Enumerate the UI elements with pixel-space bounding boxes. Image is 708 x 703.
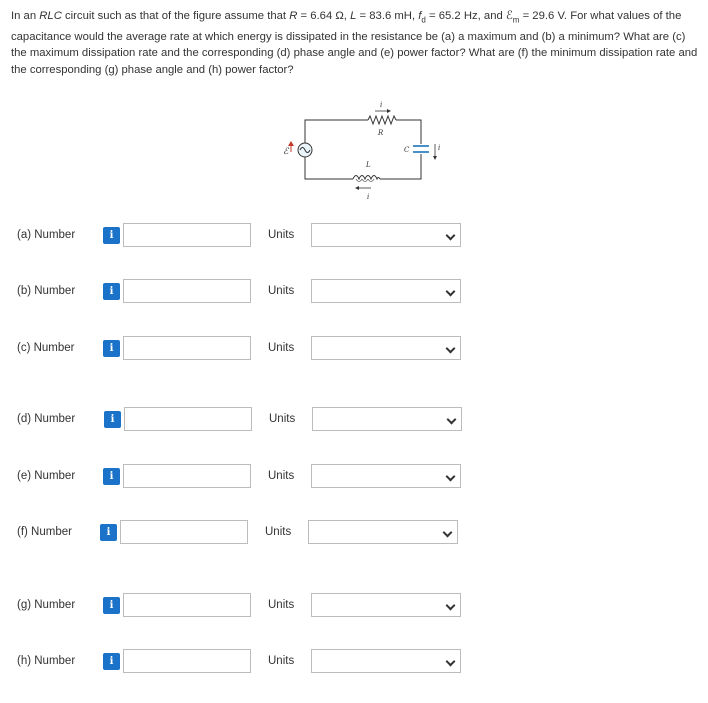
current-label-bottom: i <box>367 193 370 200</box>
chevron-down-icon <box>447 415 457 425</box>
number-input[interactable] <box>120 520 248 544</box>
units-label: Units <box>268 229 295 241</box>
answer-row <box>0 407 708 435</box>
units-label: Units <box>268 285 295 297</box>
units-label: Units <box>268 599 295 611</box>
info-icon[interactable]: i <box>103 653 120 670</box>
part-label: (a) Number <box>17 229 76 241</box>
resistor-symbol <box>368 116 396 124</box>
info-icon[interactable]: i <box>103 468 120 485</box>
answer-row <box>0 520 708 548</box>
answer-row <box>0 336 708 364</box>
part-label: (f) Number <box>17 526 72 538</box>
units-dropdown[interactable] <box>311 593 461 617</box>
part-label: (e) Number <box>17 470 76 482</box>
part-label: (c) Number <box>17 342 75 354</box>
units-dropdown[interactable] <box>311 223 461 247</box>
part-label: (g) Number <box>17 599 76 611</box>
units-dropdown[interactable] <box>312 407 462 431</box>
inductor-label: L <box>366 161 371 169</box>
rlc-circuit-figure <box>283 100 443 200</box>
units-dropdown[interactable] <box>311 464 461 488</box>
question-text: In an RLC circuit such as that of the figure assume that R = 6.64 Ω, L = 83.6 mH, $f_d = 65.2$ Hz, and ℰ$_m$ = 29.6 V. For what values of the capacitance would the average rate at which energy is dissipated in the resistance be (a) a maximum and (b) a minimum? What are (c) the maximum dissipation rate and the corresponding (d) phase angle and (e) power factor? What are (f) the minimum dissipation rate and the corresponding (g) phase angle and (h) power factor? <box>11 10 698 76</box>
chevron-down-icon <box>446 601 456 611</box>
chevron-down-icon <box>446 657 456 667</box>
number-input[interactable] <box>123 593 251 617</box>
current-label-right: i <box>438 144 441 152</box>
part-label: (b) Number <box>17 285 76 297</box>
answer-row <box>0 464 708 492</box>
answer-row <box>0 279 708 307</box>
units-dropdown[interactable] <box>311 336 461 360</box>
resistor-label: R <box>378 129 384 137</box>
capacitor-label: C <box>404 146 410 154</box>
current-label-top: i <box>380 101 383 109</box>
number-input[interactable] <box>123 336 251 360</box>
units-label: Units <box>265 526 292 538</box>
capacitor-symbol <box>413 146 429 152</box>
number-input[interactable] <box>123 223 251 247</box>
units-label: Units <box>268 342 295 354</box>
info-icon[interactable]: i <box>104 411 121 428</box>
number-input[interactable] <box>124 407 252 431</box>
answer-row <box>0 593 708 621</box>
info-icon[interactable]: i <box>103 340 120 357</box>
chevron-down-icon <box>446 472 456 482</box>
units-label: Units <box>268 470 295 482</box>
units-dropdown[interactable] <box>308 520 458 544</box>
part-label: (h) Number <box>17 655 76 667</box>
answer-row <box>0 649 708 677</box>
info-icon[interactable]: i <box>103 227 120 244</box>
info-icon[interactable]: i <box>103 283 120 300</box>
answer-row <box>0 223 708 251</box>
emf-label: ℰ <box>283 147 289 157</box>
number-input[interactable] <box>123 279 251 303</box>
inductor-symbol <box>353 176 380 180</box>
number-input[interactable] <box>123 464 251 488</box>
info-icon[interactable]: i <box>103 597 120 614</box>
chevron-down-icon <box>446 344 456 354</box>
units-dropdown[interactable] <box>311 279 461 303</box>
units-label: Units <box>269 413 296 425</box>
chevron-down-icon <box>443 528 453 538</box>
number-input[interactable] <box>123 649 251 673</box>
units-label: Units <box>268 655 295 667</box>
units-dropdown[interactable] <box>311 649 461 673</box>
part-label: (d) Number <box>17 413 76 425</box>
info-icon[interactable]: i <box>100 524 117 541</box>
chevron-down-icon <box>446 287 456 297</box>
chevron-down-icon <box>446 231 456 241</box>
